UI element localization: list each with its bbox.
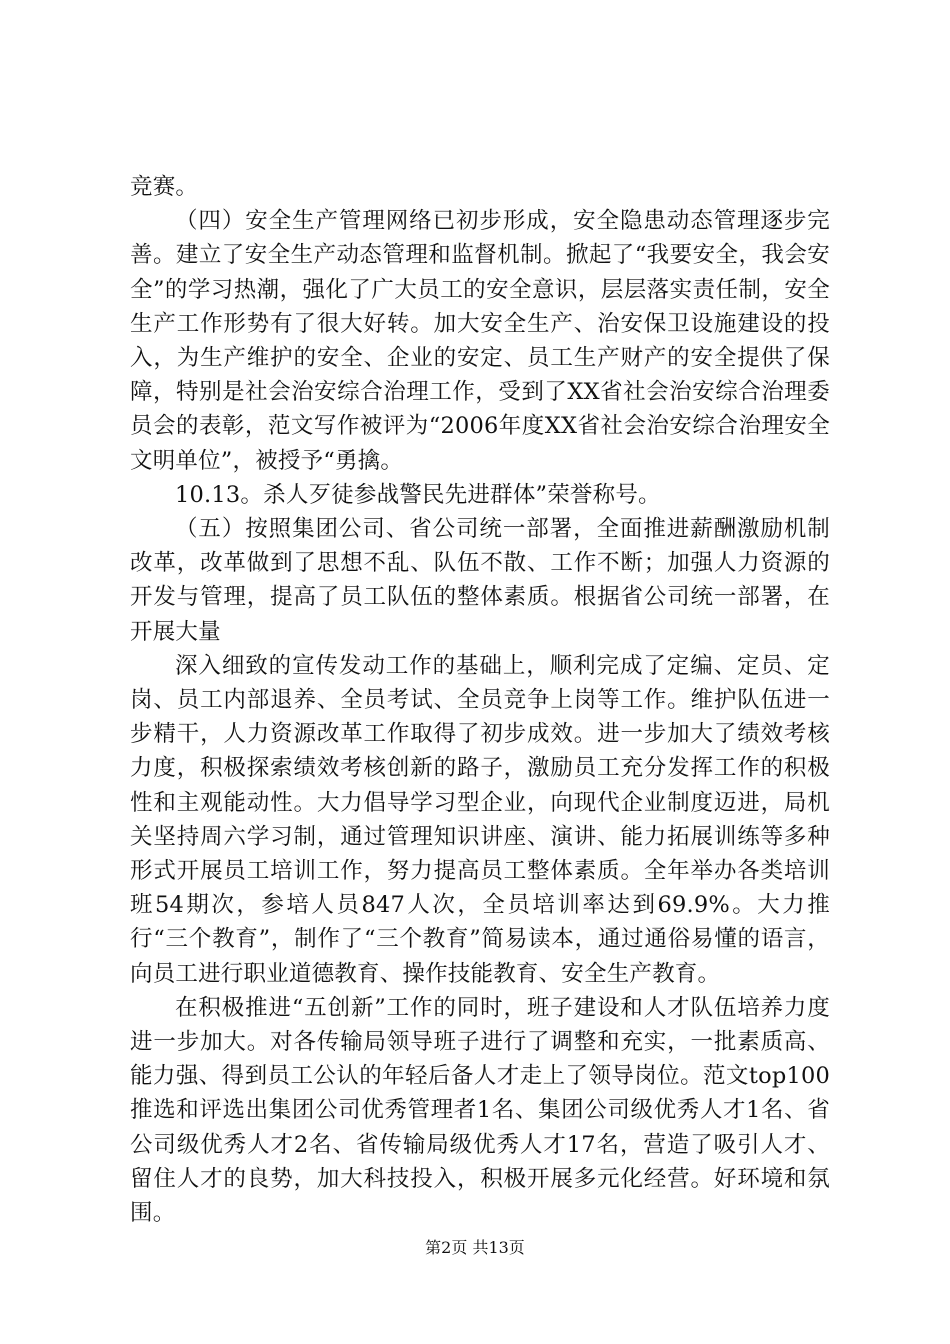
document-body	[130, 170, 830, 1230]
paragraph-hr-reform: 深入细致的宣传发动工作的基础上，顺利完成了定编、定员、定岗、员工内部退养、全员考试、全员竞争上岗等工作。维护队伍进一步精干，人力资源改革工作取得了初步成效。进一步加大了绩效考核力度，积极探索绩效考核创新的路子，激励员工充分发挥工作的积极性和主观能动性。大力倡导学习型企业，向现代企业制度迈进，局机关坚持周六学习制，通过管理知识讲座、演讲、能力拓展训练等多种形式开展员工培训工作，努力提高员工整体素质。全年举办各类培训班54期次，参培人员847人次，全员培训率达到69.9%。大力推行“三个教育”，制作了“三个教育”简易读本，通过通俗易懂的语言，向员工进行职业道德教育、操作技能教育、安全生产教育。	[130, 652, 830, 987]
paragraph-talent-building: 在积极推进“五创新”工作的同时，班子建设和人才队伍培养力度进一步加大。对各传输局领导班子进行了调整和充实，一批素质高、能力强、得到员工公认的年轻后备人才走上了领导岗位。范文top100推选和评选出集团公司优秀管理者1名、集团公司级优秀人才1名、省公司级优秀人才2名、省传输局级优秀人才17名，营造了吸引人才、留住人才的良势，加大科技投入，积极开展多元化经营。好环境和氛围。	[130, 994, 830, 1227]
page-footer	[0, 1238, 950, 1258]
paragraph-honor-title: 10.13。杀人歹徒参战警民先进群体”荣誉称号。	[175, 481, 661, 508]
page-number-indicator: 第2页 共13页	[425, 1238, 525, 1257]
paragraph-safety-production: （四）安全生产管理网络已初步形成，安全隐患动态管理逐步完善。建立了安全生产动态管理和监督机制。掀起了“我要安全，我会安全”的学习热潮，强化了广大员工的安全意识，层层落实责任制，安全生产工作形势有了很大好转。加大安全生产、治安保卫设施建设的投入，为生产维护的安全、企业的安定、员工生产财产的安全提供了保障，特别是社会治安综合治理工作，受到了XX省社会治安综合治理委员会的表彰，范文写作被评为“2006年度XX省社会治安综合治理安全文明单位”，被授予“勇擒。	[130, 208, 830, 474]
paragraph-competition-end: 竞赛。	[130, 174, 199, 200]
paragraph-salary-reform: （五）按照集团公司、省公司统一部署，全面推进薪酬激励机制改革，改革做到了思想不乱、队伍不散、工作不断；加强人力资源的开发与管理，提高了员工队伍的整体素质。根据省公司统一部署，在开展大量	[130, 516, 830, 645]
